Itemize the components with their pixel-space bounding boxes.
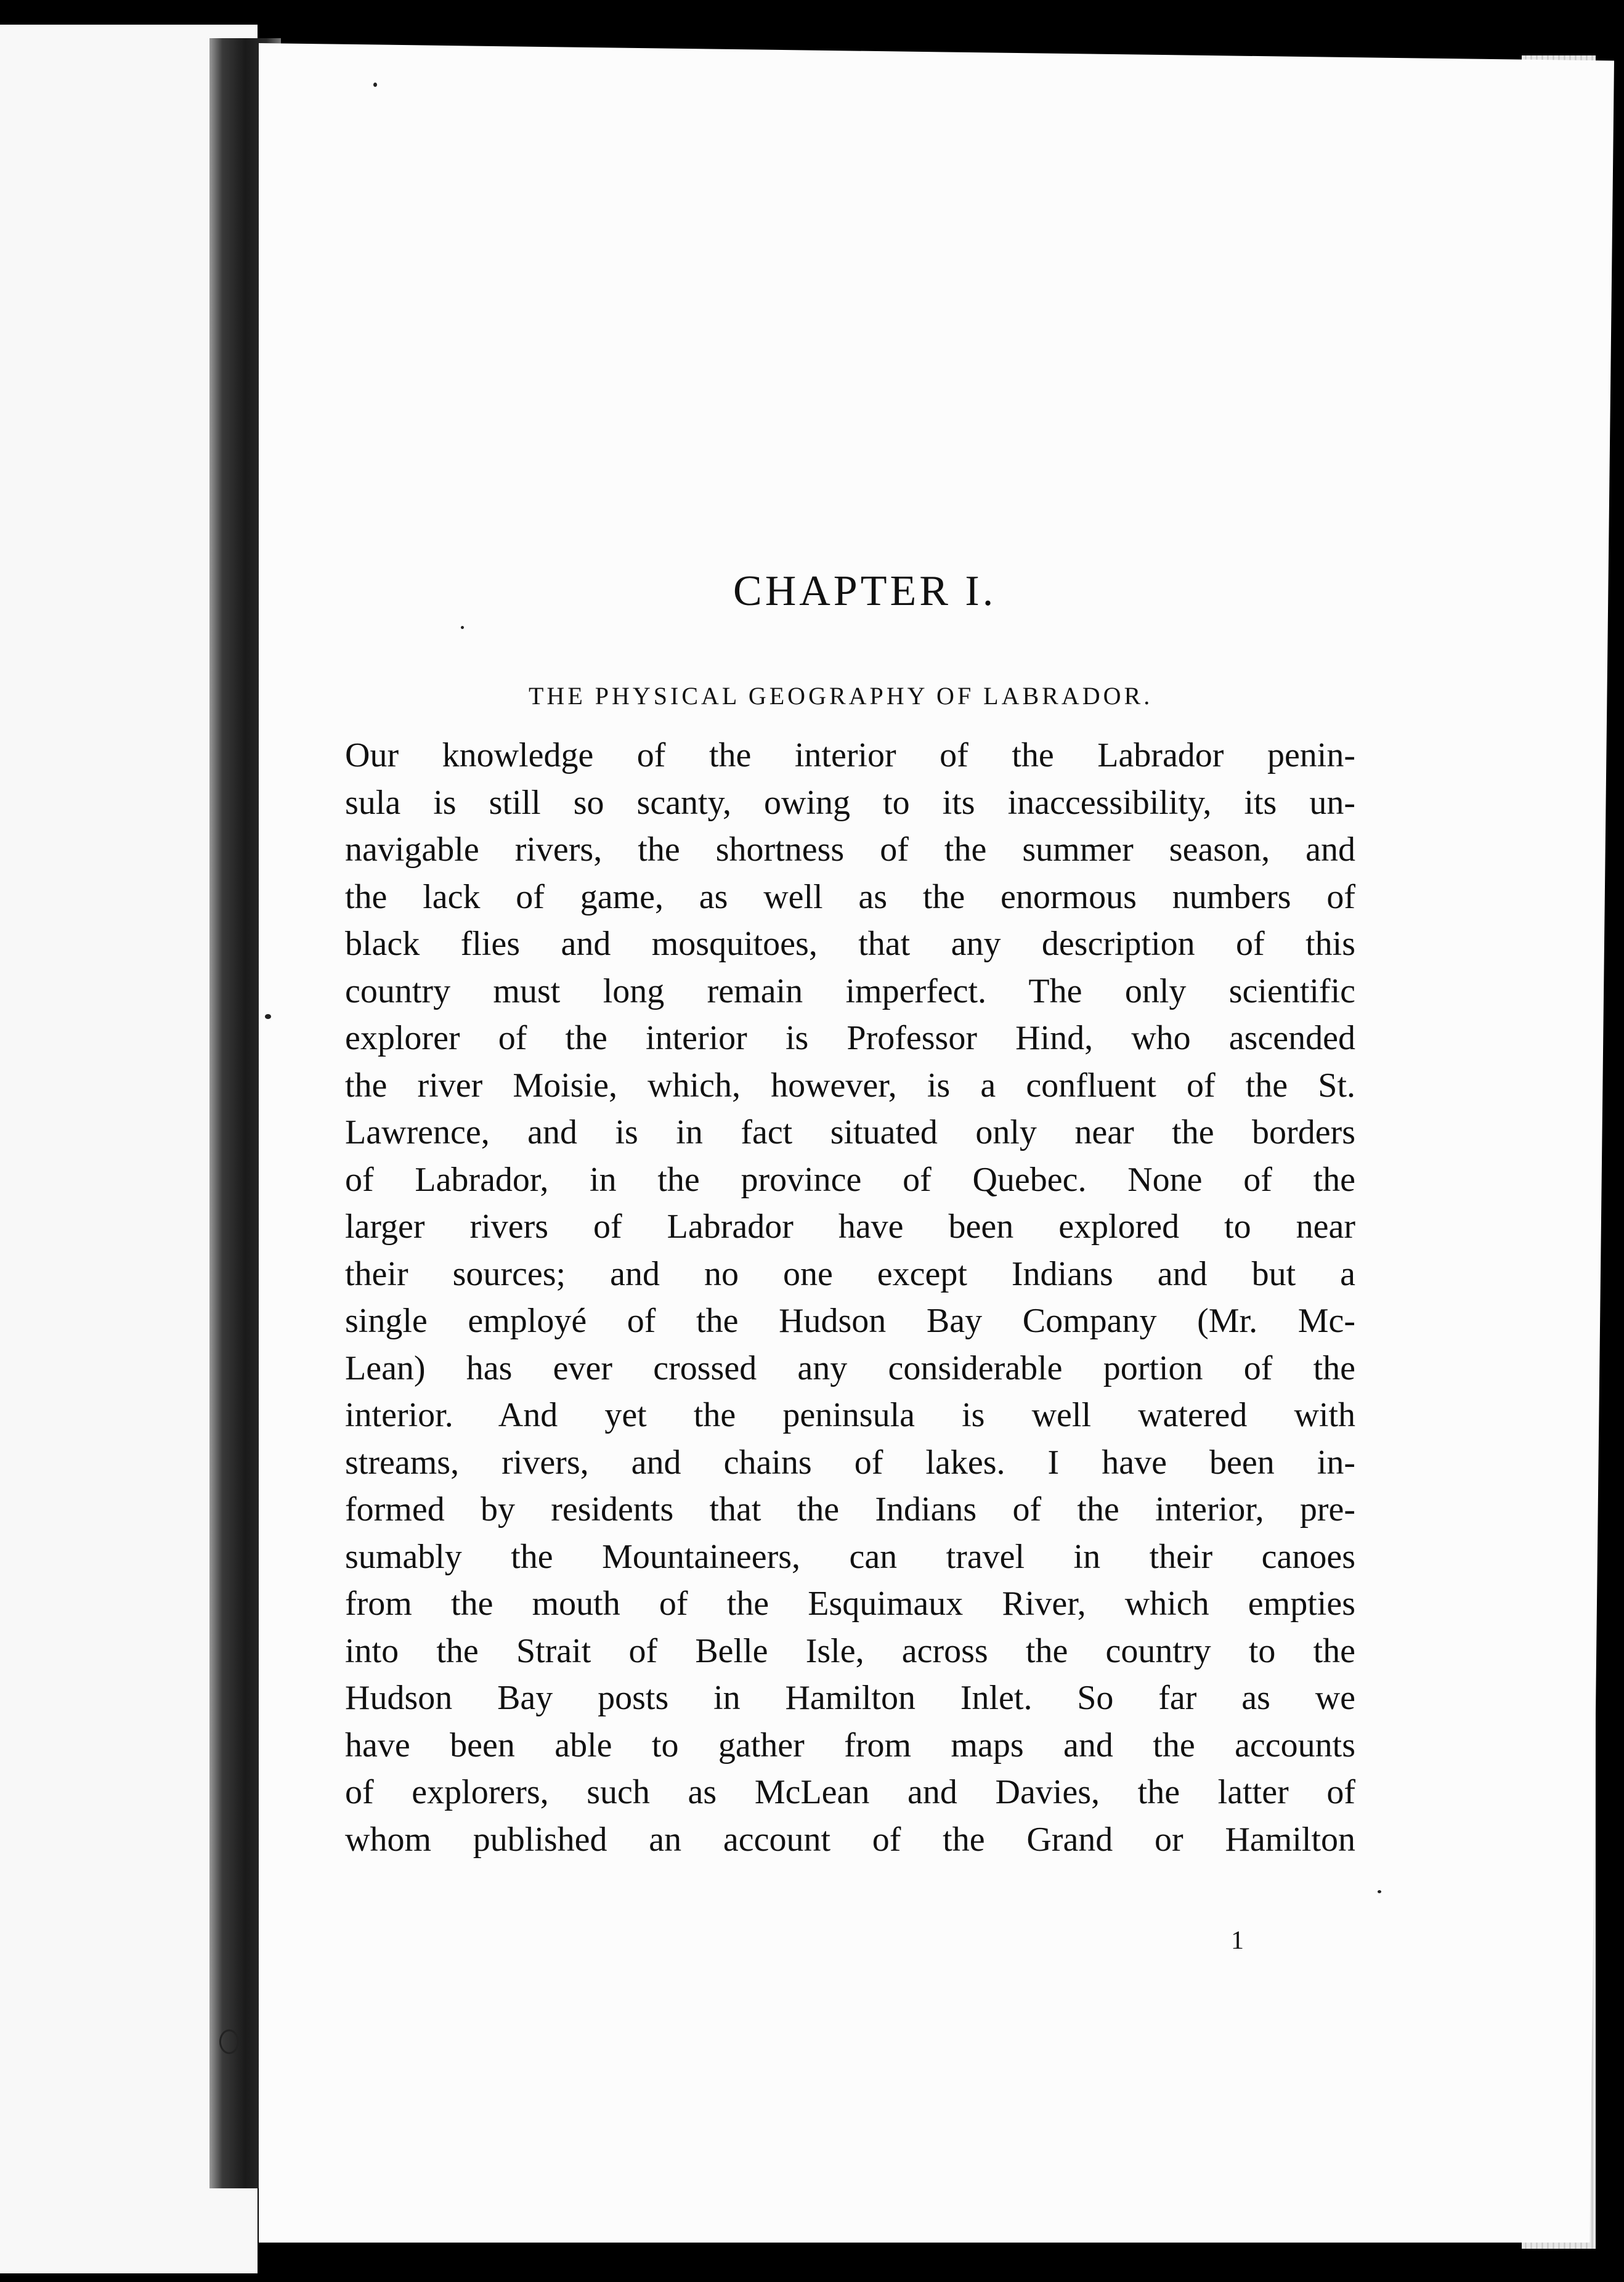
text-line: sula is still so scanty, owing to its inaccessibility, its un- [345, 783, 1355, 822]
text-line: the lack of game, as well as the enormous numbers of [345, 877, 1355, 916]
text-line: of Labrador, in the province of Quebec. None of the [345, 1160, 1355, 1199]
chapter-title: CHAPTER I. [733, 567, 997, 615]
speck [373, 83, 377, 87]
text-line: country must long remain imperfect. The only scientific [345, 972, 1355, 1010]
text-line: their sources; and no one except Indians and but a [345, 1254, 1355, 1293]
speck [265, 1014, 271, 1019]
text-line: black flies and mosquitoes, that any description of this [345, 925, 1355, 963]
text-line: streams, rivers, and chains of lakes. I have been in- [345, 1443, 1355, 1482]
text-line: explorer of the interior is Professor Hind, who ascended [345, 1019, 1355, 1057]
speck [1378, 1890, 1381, 1893]
binding-hole [219, 2029, 239, 2054]
text-line: Our knowledge of the interior of the Labrador penin- [345, 736, 1355, 774]
text-line: formed by residents that the Indians of the interior, pre- [345, 1490, 1355, 1529]
text-line: Hudson Bay posts in Hamilton Inlet. So far as we [345, 1679, 1355, 1717]
text-line: Lean) has ever crossed any considerable portion of the [345, 1349, 1355, 1387]
text-line: the river Moisie, which, however, is a confluent of the St. [345, 1066, 1355, 1105]
chapter-subtitle: THE PHYSICAL GEOGRAPHY OF LABRADOR. [529, 682, 1153, 710]
body-text [345, 732, 1355, 1863]
text-line: Lawrence, and is in fact situated only near the borders [345, 1113, 1355, 1151]
text-line: navigable rivers, the shortness of the summer season, and [345, 830, 1355, 869]
text-line: interior. And yet the peninsula is well watered with [345, 1396, 1355, 1434]
text-line: of explorers, such as McLean and Davies, the latter of [345, 1773, 1355, 1811]
text-line: sumably the Mountaineers, can travel in their canoes [345, 1537, 1355, 1576]
text-line: into the Strait of Belle Isle, across the country to the [345, 1631, 1355, 1670]
text-line: from the mouth of the Esquimaux River, which empties [345, 1585, 1355, 1623]
speck [461, 626, 464, 629]
text-line: single employé of the Hudson Bay Company (Mr. Mc- [345, 1302, 1355, 1340]
page-number: 1 [1231, 1927, 1244, 1955]
text-line: have been able to gather from maps and the accounts [345, 1726, 1355, 1764]
text-line: whom published an account of the Grand or Hamilton [345, 1820, 1355, 1859]
text-line: larger rivers of Labrador have been explored to near [345, 1208, 1355, 1246]
